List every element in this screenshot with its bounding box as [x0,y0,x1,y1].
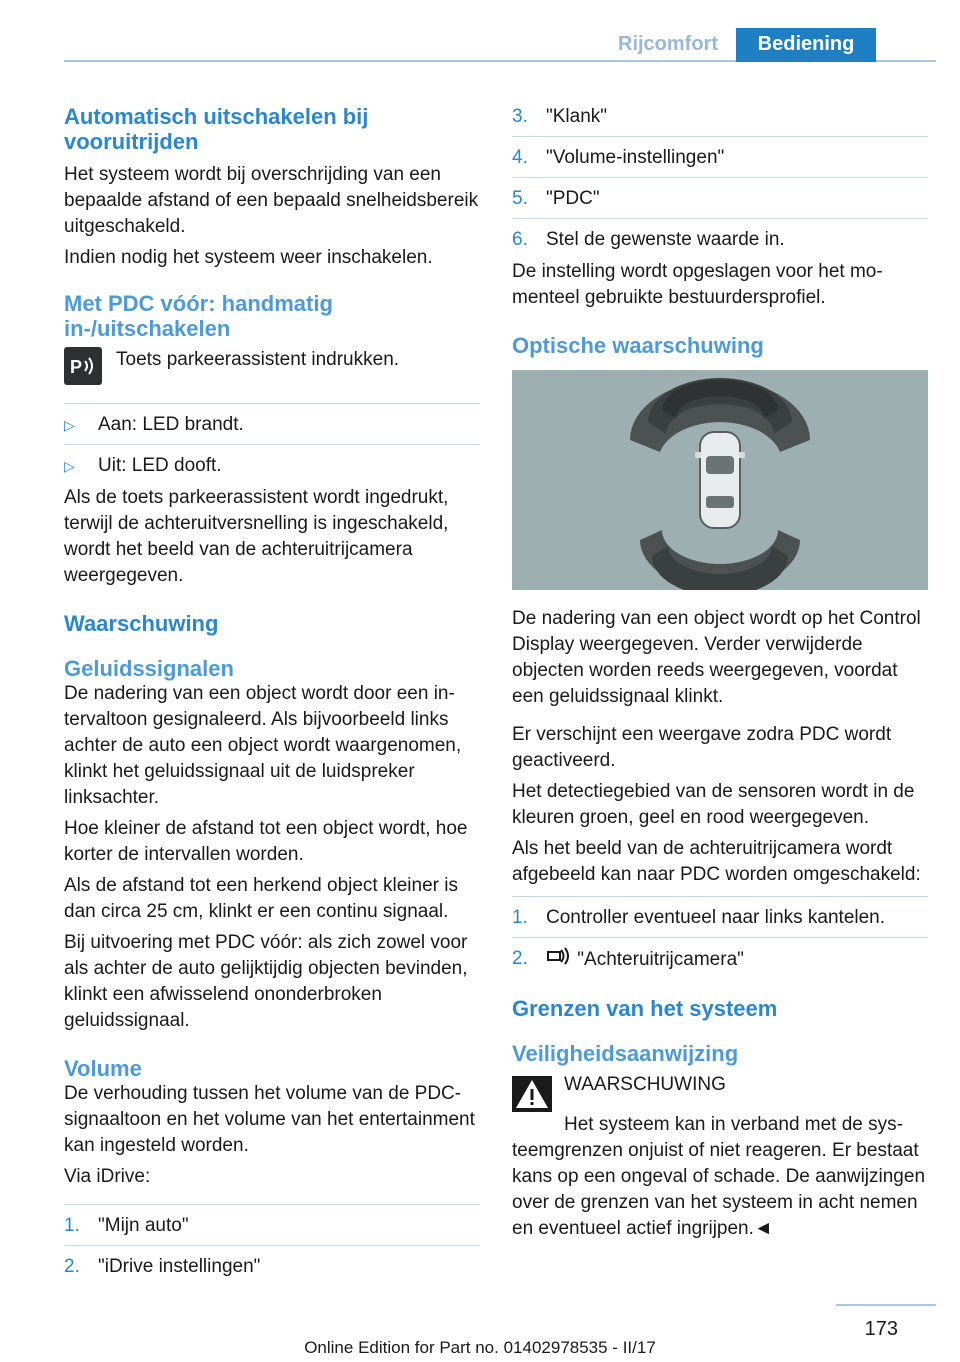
heading-pdc-front: Met PDC vóór: handmatig in-/uitschakelen [64,291,333,341]
paragraph: Via iDrive: [64,1166,151,1187]
heading-safety: Veiligheidsaanwijzing [512,1041,739,1066]
paragraph: De nadering van een object wordt door een intervaltoon gesignaleerd. Als bijvoorbeeld links achter de auto een object wordt waargenomen, klinkt het geluidssignaal uit de luidspreker linksachter. [64,683,462,808]
heading-auto-off: Automatisch uitschakelen bij vooruitrijden [64,104,369,154]
pdc-button-row [64,347,480,385]
pdc-display-image [512,370,928,590]
paragraph: Als de afstand tot een herkend object kleiner is dan circa 25 cm, klinkt er een continu signaal. [64,875,458,922]
paragraph: Het detectiegebied van de sensoren wordt in de kleuren groen, geel en rood weergegeven. [512,781,915,828]
page-number: 173 [864,1318,898,1340]
list-item: 4. "Volume-instellingen" [512,136,928,171]
heading-sounds: Geluidssignalen [64,656,234,681]
paragraph: Toets parkeerassistent indrukken. [116,349,400,370]
svg-text:P: P [70,357,83,377]
right-column [512,104,928,1247]
paragraph: Bij uitvoering met PDC vóór: als zich zowel voor als achter de auto gelijktijdig objecten bevinden, klinkt een afwisselend ononderbroken geluidssignaal. [64,932,468,1031]
parking-assist-button-icon [64,347,102,385]
paragraph: De nadering van een object wordt op het Control Display weergegeven. Verder verwijderde objecten worden reeds weergegeven, voordat een geluidssignaal klinkt. [512,608,921,707]
list-item: 1. Controller eventueel naar links kantelen. [512,907,886,928]
list-item: 5. "PDC" [512,177,928,212]
warning-text: Het systeem kan in verband met de systeemgrenzen onjuist of niet reageren. Er bestaat kans op een ongeval of schade. De aanwijzingen over de grenzen van het systeem in acht nemen en eventueel actief ingrijpen.◄ [512,1114,926,1239]
list-item: 6. Stel de gewenste waarde in. [512,218,928,253]
paragraph: De instelling wordt opgeslagen voor het momenteel gebruikte bestuurdersprofiel. [512,261,883,308]
list-item: ▷ Uit: LED dooft. [64,444,480,479]
paragraph: Hoe kleiner de afstand tot een object wordt, hoe korter de intervallen worden. [64,818,468,865]
list-item: 1. "Mijn auto" [64,1215,189,1236]
section-tab: Rijcomfort [618,33,718,55]
list-item: 2. "Achteruitrijcamera" [512,937,928,974]
pdc-symbol-icon [546,946,572,974]
paragraph: Het systeem wordt bij overschrijding van een bepaalde afstand of een bepaald snelheidsbereik uitgeschakeld. [64,164,479,237]
volume-steps [64,1204,480,1280]
chapter-tab: Bediening [736,28,876,62]
warning-label: WAARSCHUWING [564,1074,726,1095]
paragraph: Als de toets parkeerassistent wordt ingedrukt, terwijl de achteruitversnelling is ingeschakeld, wordt het beeld van de achteruitrijcamera weergegeven. [64,487,449,586]
paragraph: Indien nodig het systeem weer inschakelen. [64,247,433,268]
warning-triangle-icon [512,1076,552,1112]
volume-steps-continued [512,104,928,253]
paragraph: Als het beeld van de achteruitrijcamera wordt afgebeeld kan naar PDC worden omgeschakeld: [512,838,921,885]
heading-limits: Grenzen van het systeem [512,996,778,1021]
list-item: 3. "Klank" [512,106,608,127]
safety-warning [512,1072,928,1112]
list-item: 2. "iDrive instellingen" [64,1245,480,1280]
paragraph: Er verschijnt een weergave zodra PDC wordt geactiveerd. [512,724,892,771]
left-column [64,100,480,1286]
heading-warning: Waarschuwing [64,611,219,636]
paragraph: De verhouding tussen het volume van de PDC-signaaltoon en het volume van het entertainment kan ingesteld worden. [64,1083,475,1156]
list-item: ▷ Aan: LED brandt. [64,414,244,435]
camera-steps [512,896,928,974]
heading-optical: Optische waarschuwing [512,333,764,358]
footer-edition: Online Edition for Part no. 01402978535 - II/17 [304,1338,656,1357]
bottom-rule [836,1304,936,1306]
heading-volume: Volume [64,1056,142,1081]
led-list [64,403,480,479]
